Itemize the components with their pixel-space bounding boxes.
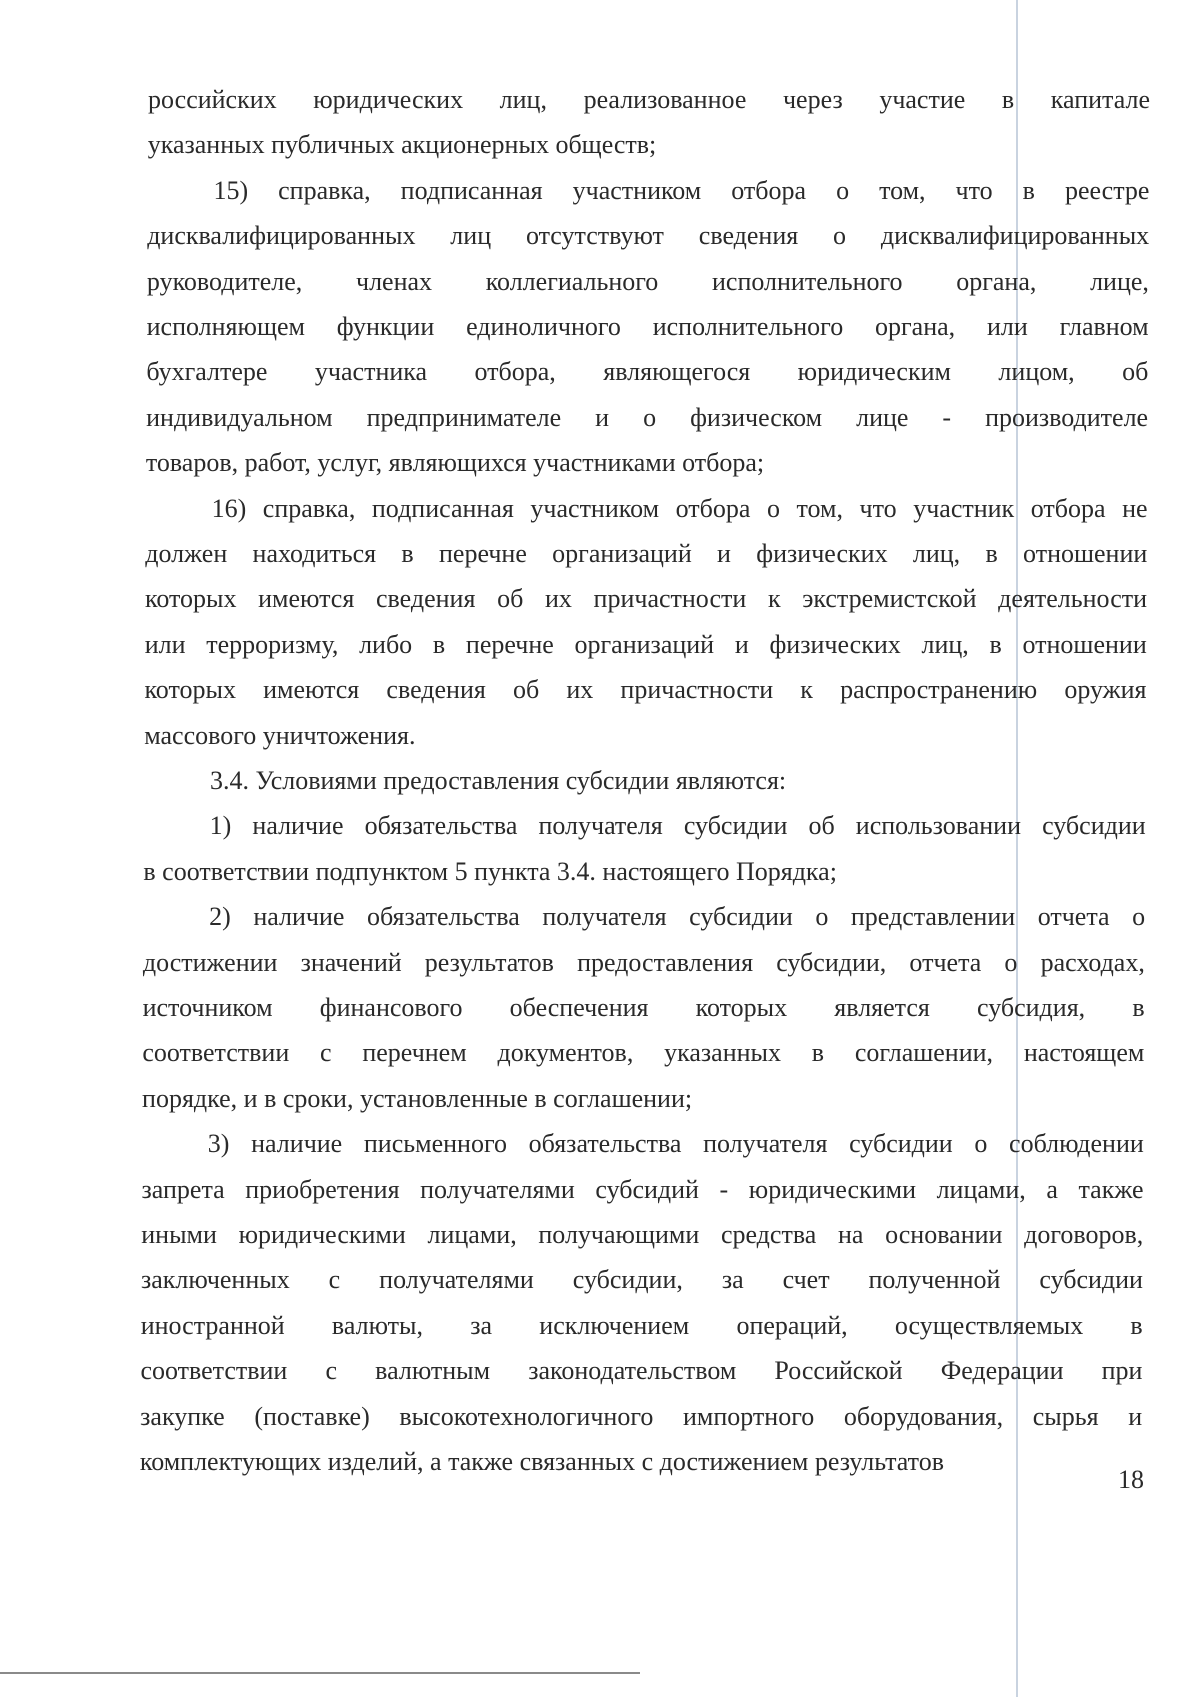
- text-line: товаров, работ, услуг, являющихся участниками отбора;: [145, 448, 765, 478]
- text-line: дисквалифицированных лиц отсутствуют сведения о дисквалифицированных: [147, 221, 1150, 251]
- text-line: бухгалтере участника отбора, являющегося юридическим лицом, об: [146, 357, 1149, 387]
- text-line: 1) наличие обязательства получателя субсидии об использовании субсидии: [209, 811, 1146, 841]
- text-line: порядке, и в сроки, установленные в соглашении;: [142, 1083, 693, 1113]
- text-line: руководителе, членах коллегиального исполнительного органа, лице,: [146, 266, 1149, 296]
- text-line: соответствии с перечнем документов, указанных в соглашении, настоящем: [142, 1038, 1145, 1068]
- scan-artifact-line: [1016, 0, 1018, 1697]
- text-line: исполняющем функции единоличного исполнительного органа, или главном: [146, 312, 1149, 341]
- text-line: 3) наличие письменного обязательства получателя субсидии о соблюдении: [207, 1129, 1144, 1159]
- page-number: 18: [1118, 1465, 1144, 1494]
- text-line: которых имеются сведения об их причастности к экстремистской деятельности: [145, 584, 1148, 614]
- text-line: которых имеются сведения об их причастности к распространению оружия: [144, 675, 1147, 705]
- text-line: иными юридическими лицами, получающими средства на основании договоров,: [141, 1220, 1144, 1249]
- bottom-divider: [0, 1672, 640, 1674]
- text-line: источником финансового обеспечения которых является субсидия, в: [142, 993, 1145, 1022]
- text-line: 3.4. Условиями предоставления субсидии являются:: [209, 766, 787, 795]
- text-line: соответствии с валютным законодательством Российской Федерации при: [140, 1356, 1143, 1386]
- text-line: достижении значений результатов предоставления субсидии, отчета о расходах,: [142, 947, 1145, 977]
- text-line: индивидуальном предпринимателе и о физическом лице - производителе: [146, 402, 1149, 432]
- text-line: 16) справка, подписанная участником отбора о том, что участник отбора не: [211, 493, 1148, 523]
- text-line: закупке (поставке) высокотехнологичного импортного оборудования, сырья и: [140, 1401, 1143, 1431]
- text-line: российских юридических лиц, реализованное через участие в капитале: [148, 85, 1150, 114]
- text-line: иностранной валюты, за исключением операций, осуществляемых в: [140, 1310, 1143, 1340]
- text-line: должен находиться в перечне организаций и физических лиц, в отношении: [145, 539, 1148, 568]
- text-line: запрета приобретения получателями субсидий - юридическими лицами, а также: [141, 1174, 1144, 1204]
- text-line: 15) справка, подписанная участником отбора о том, что в реестре: [213, 175, 1150, 205]
- text-line: или терроризму, либо в перечне организаций и физических лиц, в отношении: [144, 629, 1147, 659]
- text-line: комплектующих изделий, а также связанных с достижением результатов: [139, 1447, 944, 1476]
- text-line: 2) наличие обязательства получателя субсидии о представлении отчета о: [209, 902, 1146, 932]
- text-line: указанных публичных акционерных обществ;: [147, 130, 657, 160]
- text-line: в соответствии подпунктом 5 пункта 3.4. настоящего Порядка;: [143, 856, 837, 886]
- text-line: заключенных с получателями субсидии, за счет полученной субсидии: [140, 1265, 1143, 1295]
- text-line: массового уничтожения.: [144, 720, 416, 750]
